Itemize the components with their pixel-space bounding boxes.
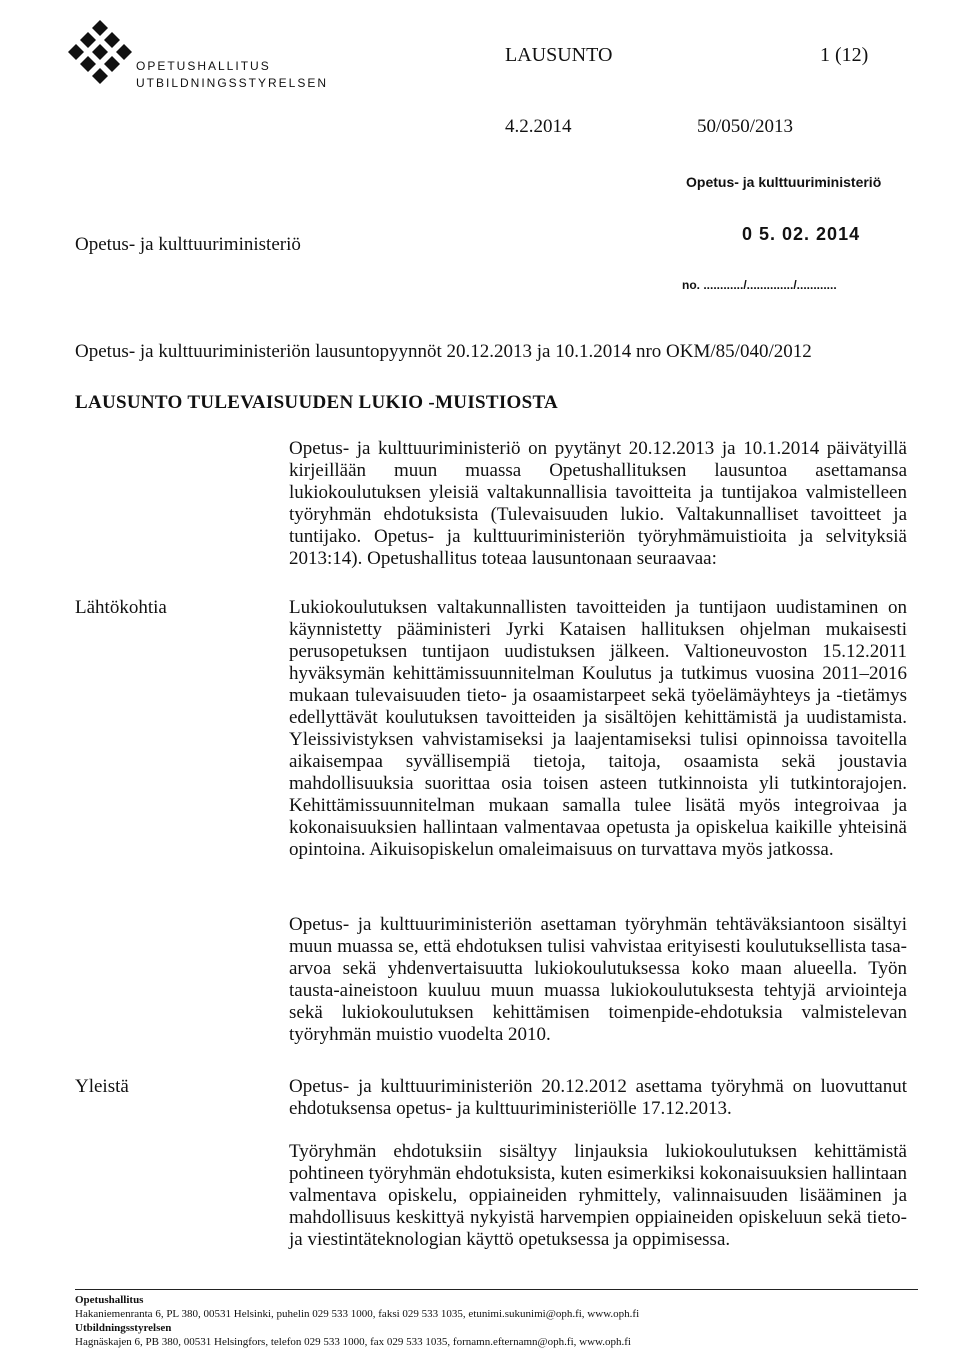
section-paragraph: Opetus- ja kulttuuriministeriön 20.12.2012 asettama työryhmä on luovuttanut ehdotuksensa opetus- ja kulttuuriministeriölle 17.12.2013. (289, 1076, 907, 1119)
footer-address-fi: Hakaniemenranta 6, PL 380, 00531 Helsinki, puhelin 029 533 1000, faksi 029 533 1035, etunimi.sukunimi@oph.fi, www.oph.fi (75, 1308, 640, 1320)
section-paragraph: Opetus- ja kulttuuriministeriön asettaman työryhmän tehtäväksiantoon sisältyi muun muassa se, että ehdotuksen tulisi vahvistaa erityisesti koulutuksellista tasa-arvoa sekä yhdenvertaisuutta lukiokoulutuksessa koko maan alueella. Työn tausta-aineistoon kuuluu muun muassa lukiokoulutuksesta tehtyjä arviointeja sekä lukiokoulutuksen kehittämisen toimenpide-ehdotuksia valmistelevan työryhmän muistio vuodelta 2010. (289, 914, 907, 1045)
document-heading: LAUSUNTO TULEVAISUUDEN LUKIO -MUISTIOSTA (75, 392, 559, 413)
recipient: Opetus- ja kulttuuriministeriö (75, 234, 301, 255)
section-paragraph: Työryhmän ehdotuksiin sisältyy linjauksia lukiokoulutuksen kehittämistä pohtineen työryhmän ehdotuksista, kuten esimerkiksi kokonaisuuksien hallintaan valmentava opiskelu, oppiaineiden ryhmittely, valinnaisuuden lisääminen ja mahdollisuus keskittyä nykyistä harvempien oppiaineiden opiskeluun sekä tieto- ja viestintäteknologian käyttö opetuksessa ja oppimisessa. (289, 1141, 907, 1250)
reference-line: Opetus- ja kulttuuriministeriön lausuntopyynnöt 20.12.2013 ja 10.1.2014 nro OKM/85/040/2012 (75, 341, 812, 362)
section-paragraph: Lukiokoulutuksen valtakunnallisten tavoitteiden ja tuntijaon uudistaminen on käynnistetty pääministeri Jyrki Kataisen hallituksen ohjelman mukaisesti perusopetuksen tuntijaon uudistuksen jälkeen. Valtioneuvoston 15.12.2011 hyväksymän kehittämissuunnitelman Koulutus ja tutkimus vuosina 2011–2016 mukaan tulevaisuuden tieto- ja osaamistarpeet sekä työelämäyhteys ja -tietämys edellyttävät koulutuksen tavoitteiden ja sisältöjen kehittämistä ja uudistamista. Yleissivistyksen vahvistamiseksi ja laajentamiseksi tulisi opinnoissa tavoitella aikaisempaa syvällisempiä tietoja, taitoja, osaamista sekä joustavia mahdollisuuksia suorittaa osia toisen asteen tutkinnoista yli tutkintorajojen. Kehittämissuunnitelman mukaan samalla tulee lisätä myös integroivaa ja kokonaisuuksien hallintaan valmentavaa opetusta ja opiskelua kaikille yhteisinä opintoina. Aikuisopiskelun omaleimaisuus on turvattava myös jatkossa. (289, 597, 907, 860)
footer-org-fi: Opetushallitus (75, 1294, 144, 1306)
org-name-sv: UTBILDNINGSSTYRELSEN (136, 76, 329, 90)
stamp-title: Opetus- ja kulttuuriministeriö (686, 174, 882, 190)
record-number: 50/050/2013 (697, 116, 794, 137)
footer-divider (75, 1289, 918, 1290)
document-date: 4.2.2014 (505, 116, 572, 137)
footer (75, 1293, 639, 1349)
page-number: 1 (12) (820, 44, 869, 66)
footer-address-sv: Hagnäskajen 6, PB 380, 00531 Helsingfors, telefon 029 533 1000, fax 029 533 1035, fornamn.efternamn@oph.fi, www.oph.fi (75, 1336, 631, 1348)
section-label-lahtokohtia: Lähtökohtia (75, 597, 167, 618)
intro-paragraph: Opetus- ja kulttuuriministeriö on pyytänyt 20.12.2013 ja 10.1.2014 päivätyillä kirjeillään muun muassa Opetushallituksen lausuntoa asettamansa lukiokoulutuksen yleisiä valtakunnallisia tavoitteita ja tuntijakoa valmistelleen työryhmän ehdotuksista (Tulevaisuuden lukio. Valtakunnalliset tavoitteet ja tuntijako. Opetus- ja kulttuuriministeriön työryhmämuistioita ja selvityksiä 2013:14). Opetushallitus toteaa lausuntonaan seuraavaa: (289, 438, 907, 569)
stamp-date: 0 5. 02. 2014 (742, 224, 861, 244)
org-name-fi: OPETUSHALLITUS (136, 59, 271, 73)
section-label-yleista: Yleistä (75, 1076, 129, 1097)
opetushallitus-logo-icon (64, 18, 136, 90)
stamp-number-line: no. ............/............../............ (682, 278, 837, 292)
footer-org-sv: Utbildningsstyrelsen (75, 1322, 172, 1334)
org-name (136, 58, 328, 92)
document-type: LAUSUNTO (505, 44, 613, 66)
